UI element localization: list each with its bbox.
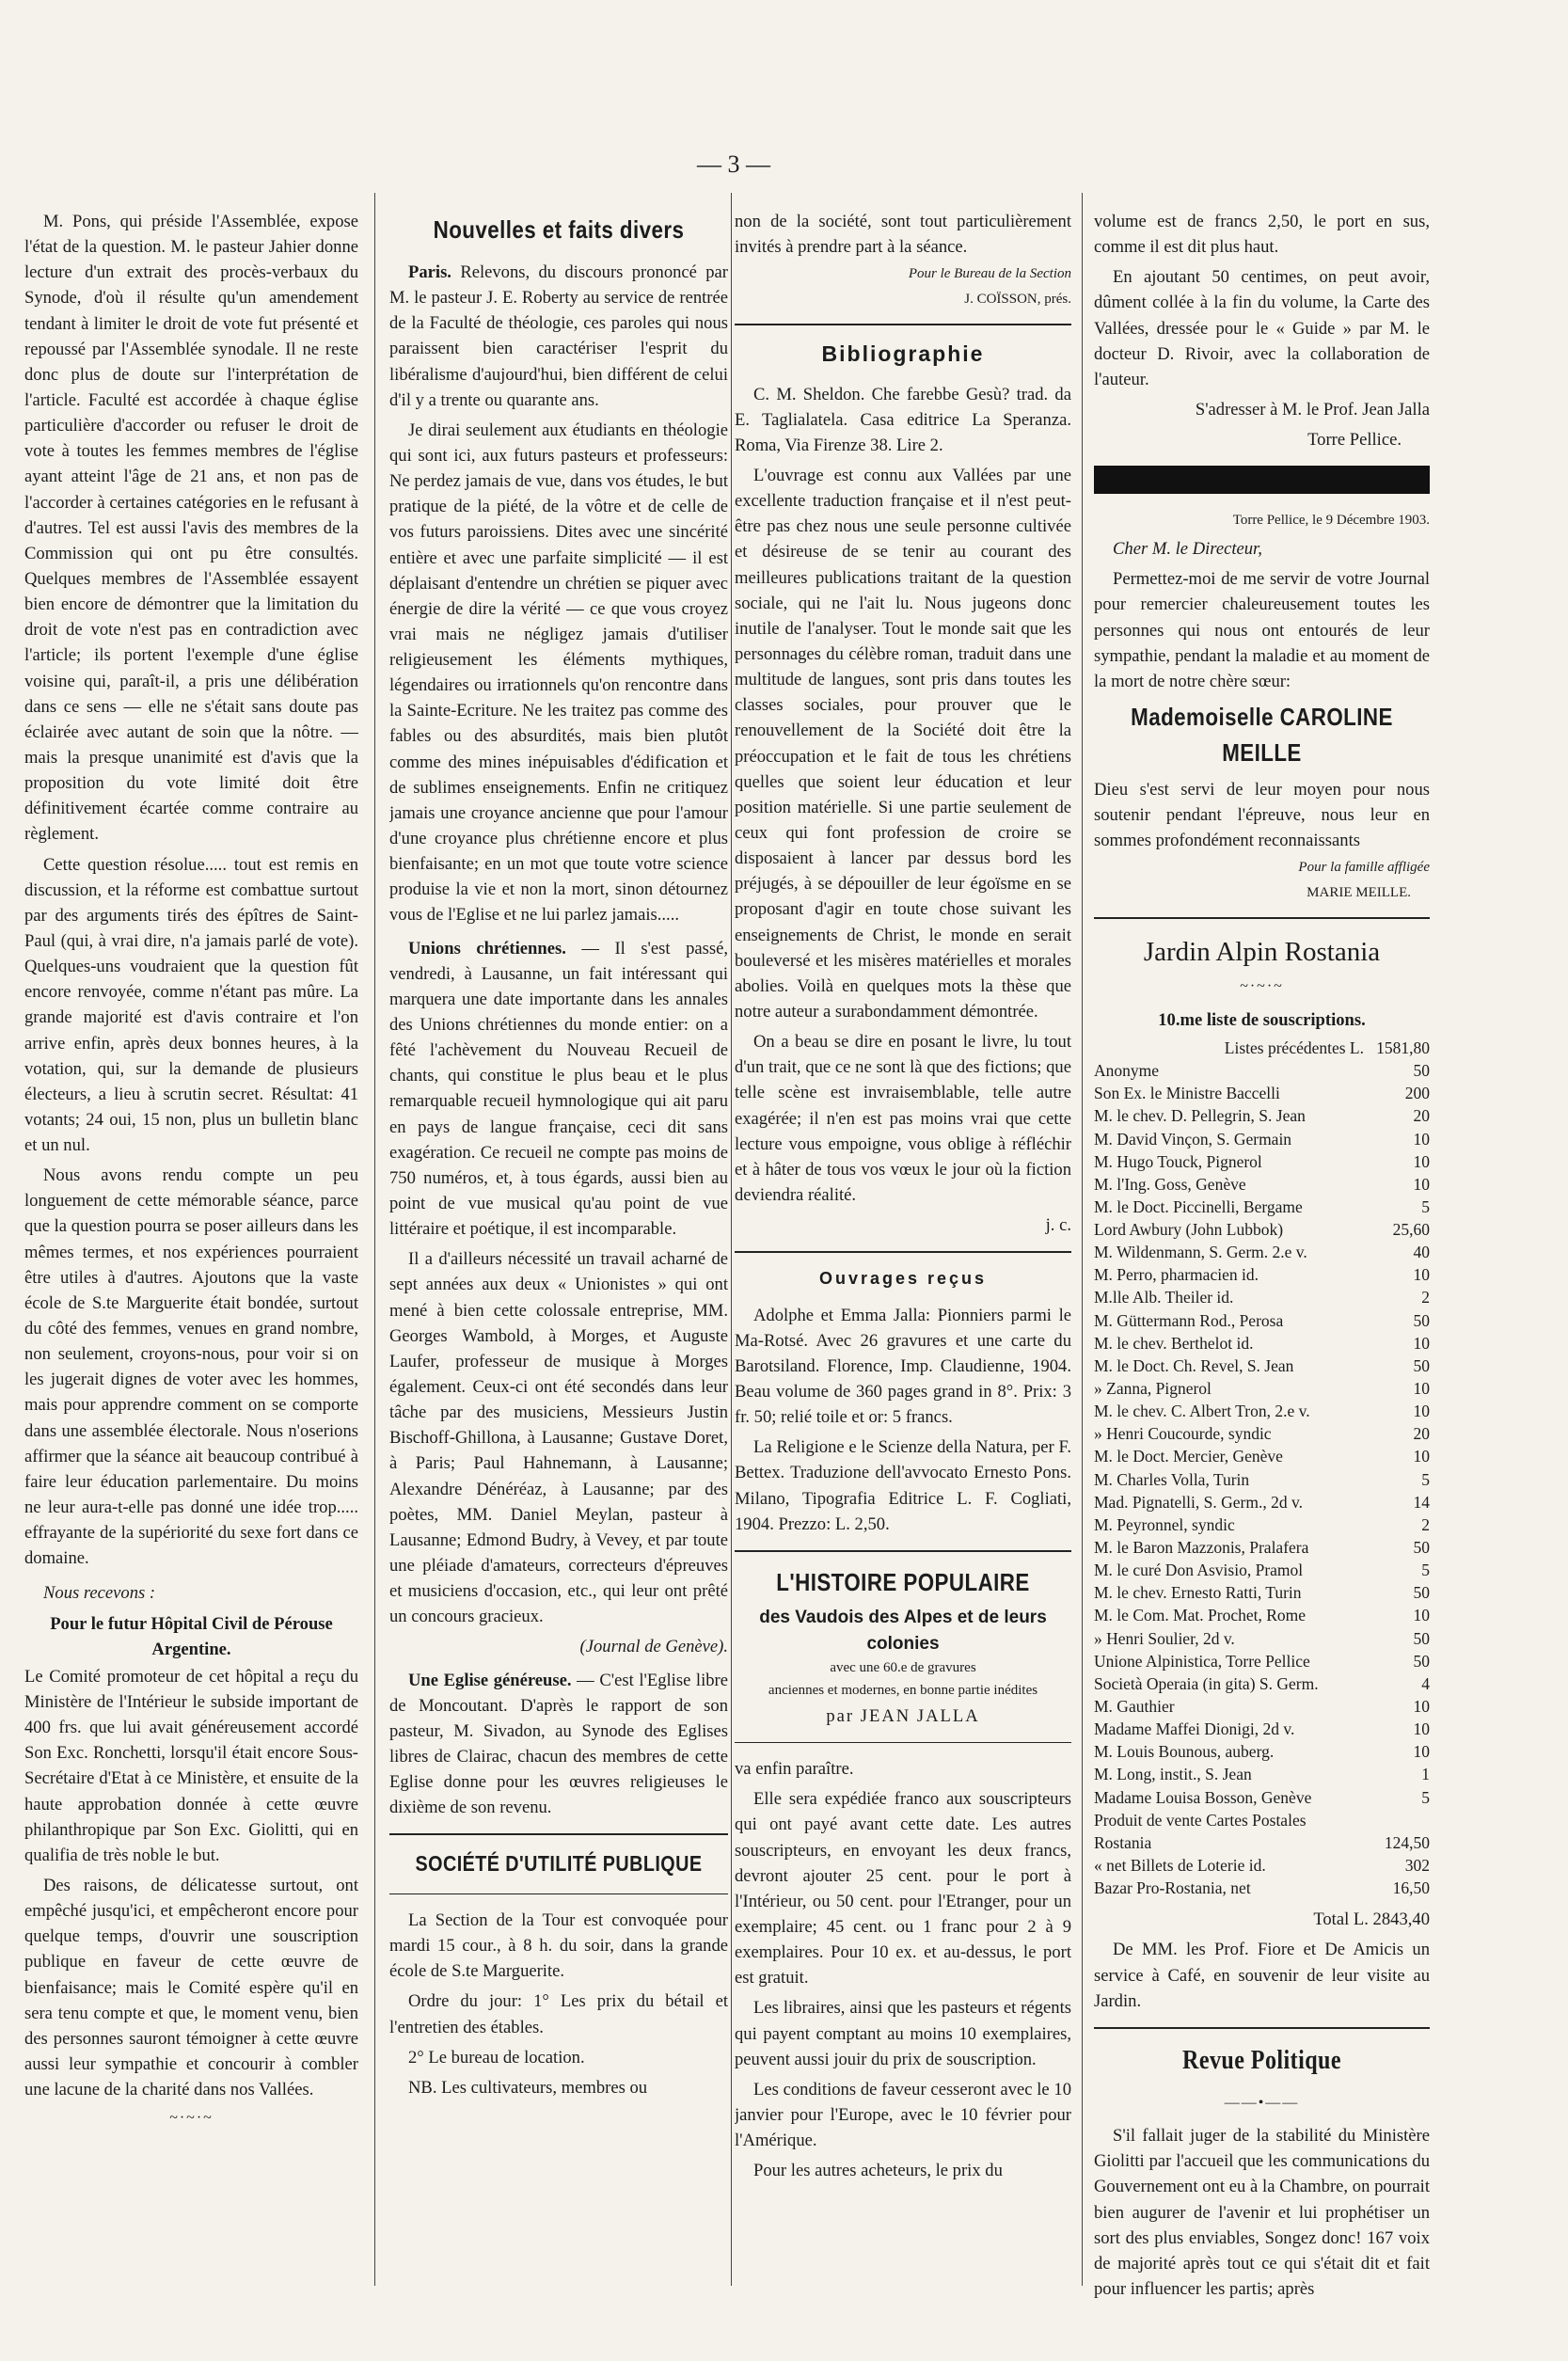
donor-row <box>1094 1037 1430 1059</box>
donor-amount: 10 <box>1413 1129 1430 1149</box>
donor-name: Listes précédentes L. <box>1224 1038 1364 1057</box>
nous-recevons-label: Nous recevons : <box>43 1583 156 1604</box>
column-rule <box>374 193 375 2286</box>
donor-row <box>1094 1513 1430 1536</box>
donor-amount: 50 <box>1413 1628 1430 1648</box>
divider <box>1094 2027 1430 2029</box>
donor-row <box>1094 1309 1430 1332</box>
donor-row <box>1094 1082 1430 1104</box>
donor-name: M. le Doct. Piccinelli, Bergame <box>1094 1196 1303 1216</box>
paragraph: 2° Le bureau de location. <box>408 2047 585 2068</box>
donor-name: M. le Baron Mazzonis, Pralafera <box>1094 1538 1309 1558</box>
donor-amount: 10 <box>1413 1151 1430 1171</box>
donor-amount: 200 <box>1404 1084 1430 1103</box>
donor-amount: 5 <box>1421 1787 1430 1807</box>
donor-row <box>1094 1468 1430 1491</box>
donor-name: Unione Alpinistica, Torre Pellice <box>1094 1651 1310 1671</box>
paragraph: Il a d'ailleurs nécessité un travail acharné de sept années aux deux « Unionistes » qui ont mené à bien cette colossale entreprise, MM. Georges Wambold, à Morges, et Auguste Laufer, professeur de musique à Morges également. Ceux-ci ont été secondés dans leur tâche par des musiciens, Messieurs Justin Bischoff-Ghillona, à Lausanne; Gustave Doret, à Paris; Paul Hahnemann, à Lausanne; Alexandre Dénéréaz, à Lausanne; par des poètes, MM. Daniel Meylan, pasteur à Lausanne; Edmond Budry, à Vevey, et par toute une pléiade d'amateurs, correcteurs d'épreuves et musiciens d'occasion, etc., qui leur ont prêté un concours gracieux. <box>389 1249 728 1627</box>
donor-row <box>1094 1627 1430 1650</box>
donor-amount: 20 <box>1413 1106 1430 1126</box>
donor-name: M. le chev. Berthelot id. <box>1094 1333 1254 1353</box>
donor-amount: 10 <box>1413 1174 1430 1194</box>
donor-amount: 10 <box>1413 1379 1430 1399</box>
lead-word: Une Eglise généreuse. <box>408 1670 572 1690</box>
donor-amount: 2 <box>1421 1514 1430 1534</box>
donor-name: M. Gauthier <box>1094 1697 1175 1717</box>
section-title-ouvrages: Ouvrages reçus <box>818 1269 988 1289</box>
donor-name: M. le chev. D. Pellegrin, S. Jean <box>1094 1106 1306 1126</box>
donor-amount: 10 <box>1413 1333 1430 1353</box>
donor-total: Total L. 2843,40 <box>1313 1909 1430 1930</box>
review-signature: j. c. <box>1045 1215 1071 1236</box>
column-2 <box>389 209 728 2325</box>
donor-amount: 50 <box>1413 1310 1430 1330</box>
paragraph: NB. Les cultivateurs, membres ou <box>408 2077 648 2098</box>
donor-name: Anonyme <box>1094 1061 1160 1081</box>
donor-row <box>1094 1445 1430 1467</box>
donor-amount: 50 <box>1413 1061 1430 1081</box>
donor-name: M. le Com. Mat. Prochet, Rome <box>1094 1606 1307 1625</box>
page-number: — 3 — <box>697 151 770 178</box>
paragraph: Relevons, du discours prononcé par M. le pasteur J. E. Roberty au service de rentrée de la Faculté de théologie, ces paroles qui nous paraissent bien caractériser l'esprit du libéralisme d'aujourd'hui, bien différent de celui d'il y a trente ou quarante ans. <box>389 261 728 410</box>
paragraph: Ordre du jour: 1° Les prix du bétail et l'entretien des étables. <box>389 1991 728 2037</box>
paragraph: C. M. Sheldon. Che farebbe Gesù? trad. da E. Taglialatela. Casa editrice La Speranza. Roma, Via Firenze 38. Lire 2. <box>735 384 1071 455</box>
ornament-divider: ——•—— <box>1224 2094 1300 2111</box>
donor-row <box>1094 1355 1430 1377</box>
paragraph: Les libraires, ainsi que les pasteurs et régents qui payent comptant au moins 10 exemplaires, peuvent aussi jouir du prix de souscription. <box>735 1998 1071 2069</box>
paragraph: S'il fallait juger de la stabilité du Ministère Giolitti par l'accueil que les communications du Gouvernement ont eu à la Chambre, on pourrait bien augurer de l'avenir et lui prophétiser un sort des plus enviables, Songez donc! 167 voix de majorité après tout ce qui s'était dit et fait pour influencer les partis; après <box>1094 2126 1430 2299</box>
donor-amount: 5 <box>1421 1196 1430 1216</box>
donor-name: Madame Louisa Bosson, Genève <box>1094 1787 1312 1807</box>
paragraph: Je dirai seulement aux étudiants en théologie qui sont ici, aux futurs pasteurs et professeurs: Ne perdez jamais de vue, dans vos études, le but pratique de la piété, de la vôtre et de celle de vos futurs paroissiens. Dites avec une sincérité entière et avec une parfaite simplicité — il est déplaisant d'entendre un chrétien se piquer avec énergie de dire la vérité — ce que vous croyez vrai mais ne négligez jamais d'utiliser religieusement les éléments mythiques, légendaires ou irrationnels qu'on rencontre dans la Sainte-Ecriture. Ne les traitez pas comme des fables ou des absurdités, mais bien plutôt comme des mines inépuisables d'édification et de sublimes enseignements. Enfin ne critiquez jamais une croyance ancienne que pour l'amour d'une croyance plus chrétienne encore et plus bienfaisante; en un mot que toute votre science produise la vie et non la mort, sinon détournez vous de l'Eglise et ne lui parlez jamais..... <box>389 420 728 926</box>
donor-amount: 302 <box>1404 1856 1430 1875</box>
donor-row <box>1094 1104 1430 1127</box>
donor-amount <box>1364 1809 1430 1831</box>
donor-row <box>1094 1718 1430 1740</box>
paragraph: — C'est l'Eglise libre de Moncoutant. D'après le rapport de son pasteur, M. Sivadon, au Synode des Eglises libres de Clairac, chacun des membres de cette Eglise donne pour les œuvres religieuses le dixième de son revenu. <box>389 1670 728 1818</box>
donor-row <box>1094 1332 1430 1355</box>
paragraph: L'ouvrage est connu aux Vallées par une excellente traduction française et il n'est peut-être pas chez nous une seule personne cultivée et désireuse de se tenir au courant des meilleures publications traitant de la question sociale, qui ne l'ait lu. Nous jugeons donc inutile de l'analyser. Tout le monde sait que les personnages du célèbre roman, traduit dans une multitude de langues, sont pris dans toutes les classes sociales, pour prouver que le renouvellement de la Société doit être la préoccupation et le fait de tous les chrétiens quelles que soient leur éducation et leur position matérielle. Si une partie seulement de ceux qui font profession de croire se disposaient à lancer par dessus bord les préjugés, à se dépouiller de leur égoïsme en se proposant d'agir en toute chose suivant les enseignements de Christ, le monde en serait bouleversé et les misères matérielles et morales abolies. Voilà en quelques mots la thèse que notre auteur a surabondamment démontrée. <box>735 466 1071 1022</box>
signature: J. COÏSSON, prés. <box>964 292 1071 308</box>
donor-name: » Zanna, Pignerol <box>1094 1379 1212 1399</box>
divider <box>735 1251 1071 1253</box>
paragraph: De MM. les Prof. Fiore et De Amicis un service à Café, en souvenir de leur visite au Jardin. <box>1094 1940 1430 2011</box>
paragraph: Permettez-moi de me servir de votre Journal pour remercier chaleureusement toutes les personnes qui nous ont entourés de leur sympathie, pendant la maladie et au moment de la mort de notre chère sœur: <box>1094 569 1430 691</box>
donor-amount: 4 <box>1421 1673 1430 1693</box>
donor-name: Bazar Pro-Rostania, net <box>1094 1878 1251 1898</box>
donor-amount: 50 <box>1413 1355 1430 1375</box>
column-3 <box>735 209 1071 2325</box>
donor-row <box>1094 1763 1430 1785</box>
column-4 <box>1094 209 1430 2325</box>
donor-name: M. Perro, pharmacien id. <box>1094 1265 1259 1285</box>
donor-row <box>1094 1536 1430 1559</box>
donor-row <box>1094 1196 1430 1218</box>
paragraph: Cette question résolue..... tout est remis en discussion, et la réforme est combattue surtout par des arguments tirés des épîtres de Saint-Paul (qui, à vrai dire, n'a jamais parlé de vote). Quelques-uns voudraient que la question fût encore renvoyée, comme n'étant pas mûre. La grande majorité est d'avis contraire et l'on arrive enfin, après deux bonnes heures, à la votation, qui, sur la demande de plusieurs électeurs, a lieu à scrutin secret. Résultat: 41 votants; 24 oui, 15 non, plus un bulletin blanc et un nul. <box>24 854 358 1156</box>
donor-name: M. Louis Bounous, auberg. <box>1094 1742 1275 1762</box>
donor-amount: 5 <box>1421 1561 1430 1580</box>
liste-title: 10.me liste de souscriptions. <box>1158 1009 1366 1030</box>
paragraph: Les conditions de faveur cesseront avec le 10 janvier pour l'Europe, avec le 10 février pour l'Amérique. <box>735 2079 1071 2151</box>
section-title-bibliographie: Bibliographie <box>821 341 985 367</box>
donor-name: M. Hugo Touck, Pignerol <box>1094 1151 1262 1171</box>
donor-row <box>1094 1604 1430 1626</box>
donor-row <box>1094 1559 1430 1581</box>
letter-salutation: Cher M. le Directeur, <box>1113 539 1262 560</box>
donor-name: M. David Vinçon, S. Germain <box>1094 1129 1292 1149</box>
donor-name: M. le curé Don Asvisio, Pramol <box>1094 1561 1304 1580</box>
donor-amount: 20 <box>1413 1424 1430 1444</box>
donor-row <box>1094 1650 1430 1672</box>
paragraph: Le Comité promoteur de cet hôpital a reçu du Ministère de l'Intérieur le subside important de 400 frs. que lui avait généreusement accordé Son Exc. Ronchetti, lorsqu'il était encore Sous-Secrétaire d'Etat à ce Ministère, et ensuite de la haute approbation donnée à cette œuvre philanthropique par Son Exc. Giolitti, qui en qualifia de très noble le but. <box>24 1666 358 1865</box>
donor-amount: 10 <box>1413 1402 1430 1421</box>
paragraph: M. Pons, qui préside l'Assemblée, expose l'état de la question. M. le pasteur Jahier donne lecture d'un extrait des procès-verbaux du Synode, d'où il résulte qu'un amendement tendant à limiter le droit de vote fut présenté et repoussé par l'Assemblée synodale. Il ne reste donc plus de doute sur l'interprétation de l'article. Faculté est accordée à chaque église particulière d'accorder ou refuser le droit de vote à toutes les femmes membres de l'église ayant atteint l'âge de 21 ans, et non pas de l'accorder à certaines catégories en le refusant à d'autres. Tel est aussi l'avis des membres de la Commission qui ont pu être consultés. Quelques membres de l'Assemblée essayent bien encore de démontrer que la limitation du droit de vote n'est pas en contradiction avec l'article; ils portent l'exemple d'une église voisine qui, paraît-il, a pris une délibération dans ce sens — elle ne s'était sans doute pas éclairée avec autant de soin que la nôtre. — mais la presque unanimité est d'avis que la proposition du vote limité doit être définitivement écartée comme contraire au règlement. <box>24 212 358 845</box>
donor-row <box>1094 1059 1430 1082</box>
letter-name: Mademoiselle CAROLINE MEILLE <box>1131 703 1393 767</box>
paragraph: La Section de la Tour est convoquée pour mardi 15 cour., à 8 h. du soir, dans la grande école de S.te Marguerite. <box>389 1909 728 1982</box>
donor-row <box>1094 1377 1430 1400</box>
signature-line: Pour le Bureau de la Section <box>908 266 1071 282</box>
divider <box>1094 917 1430 919</box>
donor-name: M. le Doct. Mercier, Genève <box>1094 1447 1283 1466</box>
donor-name: M.lle Alb. Theiler id. <box>1094 1288 1234 1307</box>
donor-row <box>1094 1854 1430 1877</box>
donor-name: M. l'Ing. Goss, Genève <box>1094 1174 1246 1194</box>
histoire-gravures: avec une 60.e de gravures <box>830 1660 976 1676</box>
donor-amount: 124,50 <box>1384 1832 1430 1852</box>
donor-amount: 50 <box>1413 1651 1430 1671</box>
paragraph: Dieu s'est servi de leur moyen pour nous soutenir pendant l'épreuve, nous leur en sommes profondément reconnaissants <box>1094 779 1430 851</box>
paragraph: Nous avons rendu compte un peu longuement de cette mémorable séance, parce que la question pourra se poser ailleurs dans les mêmes termes, et nos expériences pourraient être utiles à d'autres. Ajoutons que la vaste école de S.te Marguerite était bondée, surtout du côté des femmes, venues en grand nombre, non seulement, croyons-nous, pour voir si on les jugerait dignes de voter avec les hommes, mais pour apprendre comment on se comporte dans une assemblée électorale. Nous n'oserions affirmer que la séance ait beaucoup contribué à faire leur éducation parlementaire. Du moins ne leur aura-t-elle pas donné une idée trop..... effrayante de la supériorité du sexe fort dans ce domaine. <box>24 1165 358 1569</box>
donor-amount: 10 <box>1413 1606 1430 1625</box>
donor-amount: 10 <box>1413 1719 1430 1739</box>
donor-amount: 1581,80 <box>1376 1038 1430 1057</box>
paragraph: En ajoutant 50 centimes, on peut avoir, dûment collée à la fin du volume, la Carte des Vallées, dressée pour le « Guide » par M. le docteur D. Rivoir, avec la collaboration de l'auteur. <box>1094 267 1430 389</box>
divider <box>735 1742 1071 1743</box>
paragraph: volume est de francs 2,50, le port en sus, comme il est dit plus haut. <box>1094 212 1430 258</box>
letter-date: Torre Pellice, le 9 Décembre 1903. <box>1232 513 1430 529</box>
donor-amount: 10 <box>1413 1697 1430 1717</box>
donor-name: M. Güttermann Rod., Perosa <box>1094 1310 1284 1330</box>
letter-signature-2: MARIE MEILLE. <box>1307 885 1411 901</box>
donor-name: M. le chev. Ernesto Ratti, Turin <box>1094 1583 1302 1603</box>
histoire-subtitle: des Vaudois des Alpes et de leurs colonies <box>759 1607 1047 1654</box>
donor-name: Madame Maffei Dionigi, 2d v. <box>1094 1719 1295 1739</box>
donor-name: M. Peyronnel, syndic <box>1094 1514 1235 1534</box>
donor-name: Son Ex. le Ministre Baccelli <box>1094 1084 1280 1103</box>
donor-name: M. le chev. C. Albert Tron, 2.e v. <box>1094 1402 1310 1421</box>
donor-row <box>1094 1150 1430 1173</box>
divider <box>735 1550 1071 1552</box>
donor-row <box>1094 1809 1430 1831</box>
donor-name: M. le Doct. Ch. Revel, S. Jean <box>1094 1355 1294 1375</box>
lead-word: Unions chrétiennes. <box>408 938 566 959</box>
donor-amount: 10 <box>1413 1265 1430 1285</box>
donor-amount: 10 <box>1413 1447 1430 1466</box>
donor-row <box>1094 1400 1430 1422</box>
paragraph: On a beau se dire en posant le livre, lu tout d'un trait, que ce ne sont là que des fictions; que telle scène est invraisemblable, telle autre exagérée; il n'en est pas moins vrai que cette lecture vous empoigne, vous oblige à réfléchir et à hâter de tous vos vœux le jour où la fiction deviendra réalité. <box>735 1032 1071 1205</box>
donor-amount: 50 <box>1413 1538 1430 1558</box>
donor-name: » Henri Soulier, 2d v. <box>1094 1628 1235 1648</box>
histoire-title: L'HISTOIRE POPULAIRE <box>776 1567 1030 1596</box>
donor-name: » Henri Coucourde, syndic <box>1094 1424 1272 1444</box>
donor-name: M. Long, instit., S. Jean <box>1094 1765 1252 1784</box>
donor-amount: 1 <box>1421 1765 1430 1784</box>
jardin-title: Jardin Alpin Rostania <box>1143 937 1381 968</box>
donor-amount: 25,60 <box>1392 1220 1430 1240</box>
paragraph: — Il s'est passé, vendredi, à Lausanne, un fait intéressant qui marquera une date importante dans les annales des Unions chrétiennes du monde entier: on a fêté l'achèvement du Nouveau Recueil de chants, qui constitue le plus beau et le plus remarquable recueil hymnologique qui ait paru en pays de langue française, ceci dit sans exagération. Ce recueil ne compte pas moins de 750 numéros, et, à tous égards, aussi bien au point de vue musical qu'au point de vue littéraire et poétique, il est incomparable. <box>389 938 728 1240</box>
donor-name: Mad. Pignatelli, S. Germ., 2d v. <box>1094 1492 1303 1512</box>
donor-row <box>1094 1128 1430 1150</box>
paragraph: va enfin paraître. <box>735 1759 854 1780</box>
donor-name: « net Billets de Loterie id. <box>1094 1856 1266 1875</box>
section-title-nouvelles: Nouvelles et faits divers <box>433 215 685 244</box>
hopital-title: Pour le futur Hôpital Civil de Pérouse Argentine. <box>50 1613 333 1659</box>
donor-row <box>1094 1263 1430 1286</box>
donor-amount: 50 <box>1413 1583 1430 1603</box>
letter-signature-1: Pour la famille affligée <box>1298 860 1430 876</box>
donor-name: Produit de vente Cartes Postales <box>1094 1810 1307 1830</box>
paragraph: La Religione e le Scienze della Natura, per F. Bettex. Traduzione dell'avvocato Ernesto Pons. Milano, Tipografia Editrice L. F. Cogliati, 1904. Prezzo: L. 2,50. <box>735 1437 1071 1534</box>
donor-name: M. Charles Volla, Turin <box>1094 1469 1250 1489</box>
donor-amount: 10 <box>1413 1742 1430 1762</box>
paragraph: Elle sera expédiée franco aux souscripteurs qui ont payé avant cette date. Les autres souscripteurs, en envoyant les deux francs, devront ajouter 25 cent. pour le port à l'Intérieur, ou 50 cent. pour l'Etranger, pour un exemplaire; 45 cent. ou 1 franc pour 2 à 9 exemplaires. Pour 10 ex. et au-dessus, le port est gratuit. <box>735 1789 1071 1989</box>
donor-table <box>1094 1037 1430 1899</box>
donor-amount: 16,50 <box>1392 1878 1430 1898</box>
donor-name: M. Wildenmann, S. Germ. 2.e v. <box>1094 1243 1307 1262</box>
donor-amount: 40 <box>1413 1243 1430 1262</box>
donor-row <box>1094 1877 1430 1899</box>
address-line-2: Torre Pellice. <box>1307 430 1402 451</box>
black-bar <box>1094 466 1430 494</box>
histoire-author: par JEAN JALLA <box>826 1706 980 1727</box>
donor-name: Lord Awbury (John Lubbok) <box>1094 1220 1284 1240</box>
paragraph: non de la société, sont tout particulièrement invités à prendre part à la séance. <box>735 212 1071 258</box>
lead-word: Paris. <box>408 261 451 282</box>
donor-amount: 2 <box>1421 1288 1430 1307</box>
donor-row <box>1094 1218 1430 1241</box>
ornament-divider: ~·~·~ <box>1240 978 1284 995</box>
donor-row <box>1094 1740 1430 1763</box>
donor-row <box>1094 1581 1430 1604</box>
column-rule <box>731 193 732 2286</box>
address-line: S'adresser à M. le Prof. Jean Jalla <box>1195 399 1430 420</box>
paragraph: Adolphe et Emma Jalla: Pionniers parmi le Ma-Rotsé. Avec 26 gravures et une carte du Barotsiland. Florence, Imp. Claudienne, 1904. Beau volume de 360 pages grand in 8°. Prix: 3 fr. 50; relié toile et or: 5 francs. <box>735 1305 1071 1428</box>
divider <box>389 1833 728 1835</box>
donor-amount: 14 <box>1413 1492 1430 1512</box>
donor-row <box>1094 1695 1430 1718</box>
source-note: (Journal de Genève). <box>579 1637 728 1657</box>
section-title-revue: Revue Politique <box>1182 2045 1341 2075</box>
donor-row <box>1094 1786 1430 1809</box>
donor-row <box>1094 1831 1430 1854</box>
donor-row <box>1094 1241 1430 1263</box>
donor-row <box>1094 1491 1430 1513</box>
donor-name: Società Operaia (in gita) S. Germ. <box>1094 1673 1319 1693</box>
donor-row <box>1094 1422 1430 1445</box>
column-rule <box>1082 193 1083 2286</box>
donor-row <box>1094 1286 1430 1308</box>
paragraph: Pour les autres acheteurs, le prix du <box>753 2161 1003 2181</box>
donor-name: Rostania <box>1094 1832 1152 1852</box>
histoire-gravures-2: anciennes et modernes, en bonne partie inédites <box>768 1683 1038 1699</box>
paragraph: Des raisons, de délicatesse surtout, ont empêché jusqu'ici, et empêcheront encore pour quelque temps, d'ouvrir une souscription publique en faveur de cette œuvre de bienfaisance; mais le Comité espère qu'il en sera tenu compte et que, le moment venu, bien des personnes sauront témoigner à cette œuvre aussi leur sympathie et concourir à combler une lacune de la charité dans nos Vallées. <box>24 1876 358 2100</box>
section-title-societe: SOCIÉTÉ D'UTILITÉ PUBLIQUE <box>415 1851 703 1877</box>
column-1 <box>24 209 358 2325</box>
donor-row <box>1094 1672 1430 1695</box>
divider <box>735 324 1071 325</box>
donor-row <box>1094 1173 1430 1196</box>
donor-amount: 5 <box>1421 1469 1430 1489</box>
ornament-divider: ~·~·~ <box>169 2110 214 2127</box>
